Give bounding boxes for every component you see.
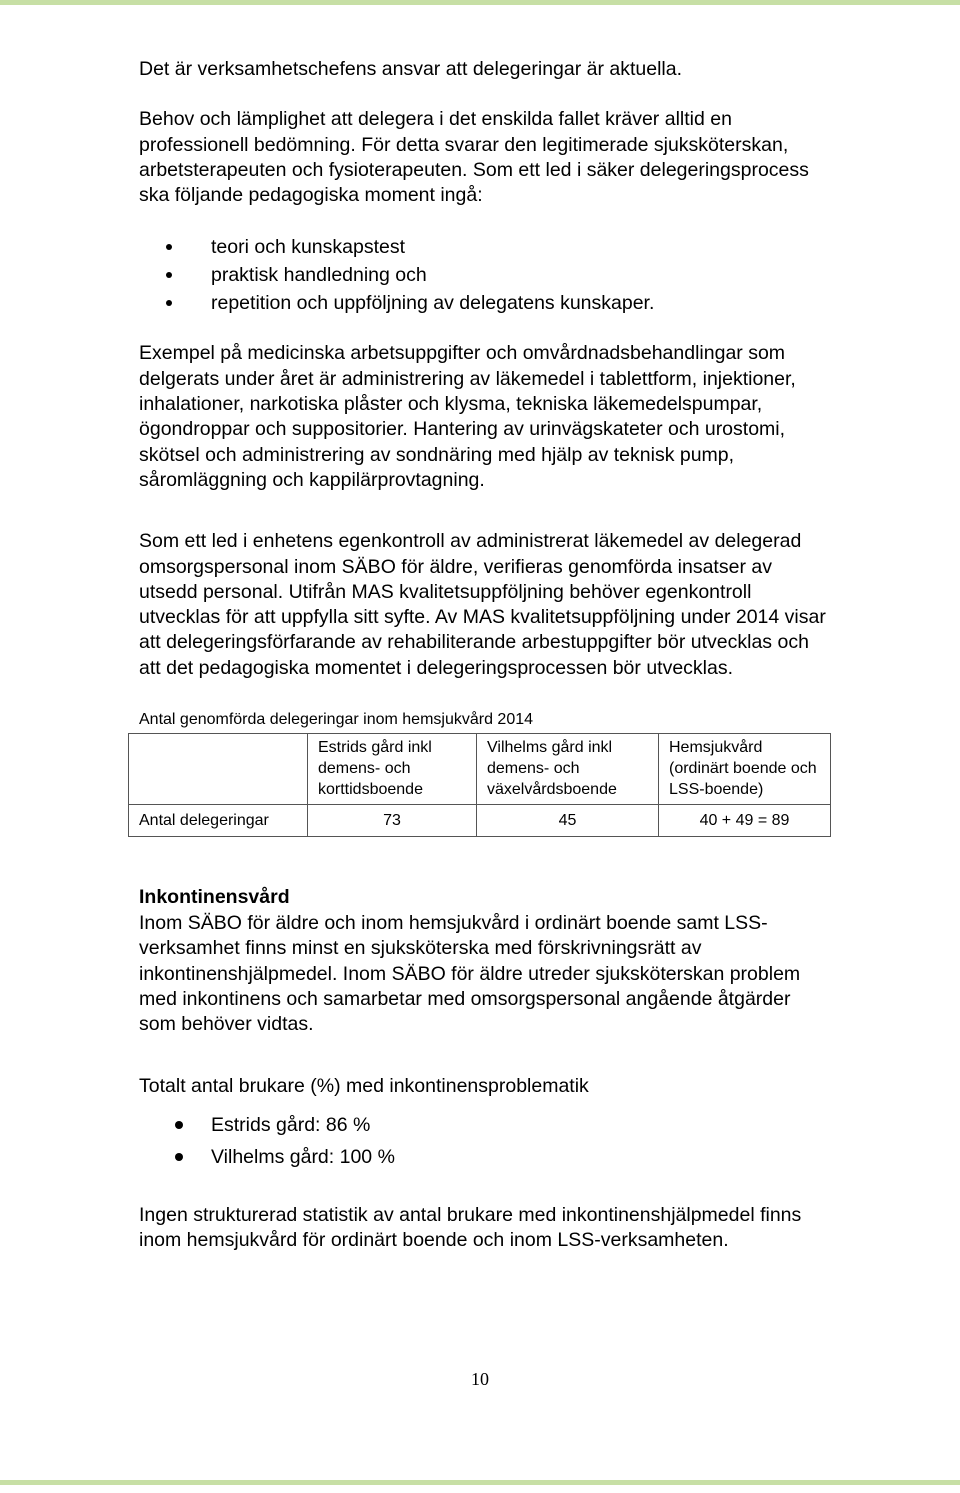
section-heading: Inkontinensvård [139,886,290,909]
incontinence-stats-list [139,1109,829,1173]
table-caption: Antal genomförda delegeringar inom hemsjukvård 2014 [139,711,534,729]
list-item: praktisk handledning och [139,261,829,289]
list-item: teori och kunskapstest [139,233,829,261]
table-cell: 45 [477,805,659,837]
paragraph-total-users: Totalt antal brukare (%) med inkontinensproblematik [139,1074,589,1097]
table-cell: 40 + 49 = 89 [659,805,831,837]
list-item: Estrids gård: 86 % [139,1109,829,1141]
paragraph-responsibility: Det är verksamhetschefens ansvar att delegeringar är aktuella. [139,58,683,80]
table-header-cell [129,734,308,805]
paragraph-no-statistics: Ingen strukturerad statistik av antal brukare med inkontinenshjälpmedel finns inom hemsjukvård för ordinärt boende och inom LSS-verksamheten. [139,1203,802,1252]
paragraph-incontinence: Inom SÄBO för äldre och inom hemsjukvård i ordinärt boende samt LSS-verksamhet finns minst en sjuksköterska med förskrivningsrätt av inkontinenshjälpmedel. Inom SÄBO för äldre utreder sjuksköterskan problem med inkontinens och samarbetar med omsorgspersonal angående åtgärder som behöver vidtas. [139,912,801,1036]
table-header-row [129,734,831,805]
paragraph-examples: Exempel på medicinska arbetsuppgifter och omvårdnadsbehandlingar som delgerats under året är administrering av läkemedel i tablettform, injektioner, inhalationer, narkotiska plåster och klysma, tekniska läkemedelspumpar, ögondroppar och suppositorier. Hantering av urinvägskateter och urostomi, skötsel och administrering av sondnäring med hjälp av teknisk pump, såromläggning och kappilärprovtagning. [139,342,796,491]
pedagogical-moments-list [139,233,829,317]
document-body [139,57,829,1253]
paragraph-self-control: Som ett led i enhetens egenkontroll av administrerat läkemedel av delegerad omsorgspersonal inom SÄBO för äldre, verifieras genomförda insatser av utsedd personal. Utifrån MAS kvalitetsuppföljning behöver egenkontroll utvecklas för att uppfylla sitt syfte. Av MAS kvalitetsuppföljning under 2014 visar att delegeringsförfarande av rehabiliterande arbestuppgifter bör utvecklas och att det pedagogiska momentet i delegeringsprocessen bör utvecklas. [139,530,826,679]
list-item: repetition och uppföljning av delegatens kunskaper. [139,289,829,317]
table-row-label: Antal delegeringar [129,805,308,837]
paragraph-assessment: Behov och lämplighet att delegera i det enskilda fallet kräver alltid en professionell bedömning. För detta svarar den legitimerade sjuksköterskan, arbetsterapeuten och fysioterapeuten. Som ett led i säker delegeringsprocess ska följande pedagogiska moment ingå: [139,108,809,207]
table-header-cell: Hemsjukvård (ordinärt boende och LSS-boende) [659,734,831,805]
bottom-rule [0,1480,960,1485]
page-number: 10 [471,1369,489,1389]
table-row [129,805,831,837]
table-cell: 73 [308,805,477,837]
table-header-cell: Estrids gård inkl demens- och korttidsboende [308,734,477,805]
list-item: Vilhelms gård: 100 % [139,1141,829,1173]
table-header-cell: Vilhelms gård inkl demens- och växelvårdsboende [477,734,659,805]
delegations-table [128,733,831,837]
top-rule [0,0,960,5]
